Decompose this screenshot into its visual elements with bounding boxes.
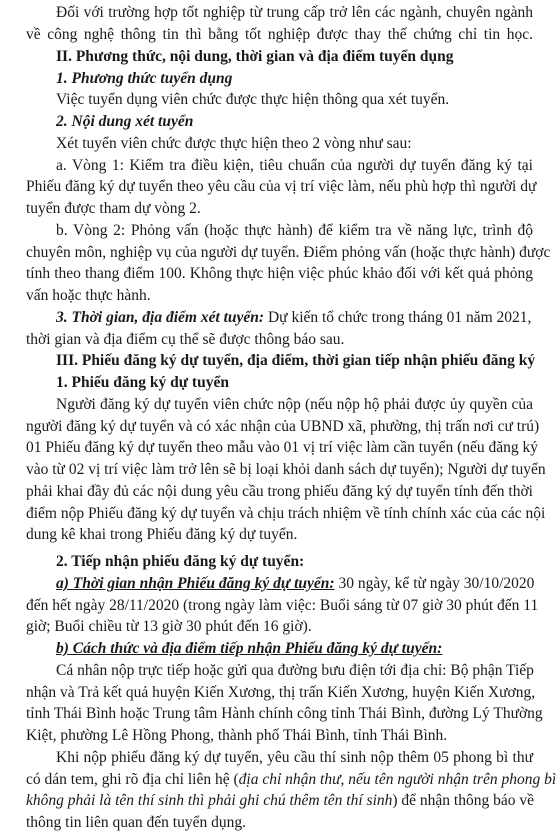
subsection-heading: 2. Tiếp nhận phiếu đăng ký dự tuyển: — [56, 553, 305, 571]
subsection-heading: 1. Phiếu đăng ký dự tuyển — [56, 374, 229, 392]
paragraph-line: nhận và Trả kết quả huyện Kiến Xương, thị trấn Kiến Xương, huyện Kiến Xương, — [26, 683, 536, 701]
subsection-heading: 1. Phương thức tuyển dụng — [56, 69, 233, 87]
inline-text: thông tin liên quan đến tuyển dụng. — [26, 814, 246, 831]
paragraph-line: vào từ 02 vị trí việc làm trở lên sẽ bị loại khỏi danh sách dự tuyển); Người dự tuyển — [26, 461, 546, 479]
paragraph-line — [26, 770, 557, 790]
paragraph-line: Người đăng ký dự tuyển viên chức nộp (nếu nộp hộ phải được ủy quyền của — [56, 395, 533, 413]
inline-text: Dự kiến tổ chức trong tháng 01 năm 2021, — [264, 308, 532, 326]
paragraph-line: Xét tuyển viên chức được thực hiện theo 2 vòng như sau: — [56, 134, 412, 152]
paragraph-line: thời gian và địa điểm cụ thể sẽ được thông báo sau. — [26, 330, 345, 348]
paragraph-line: Kiệt, phường Lê Hồng Phong, thành phố Thái Bình, tỉnh Thái Bình. — [26, 727, 448, 744]
inline-text: không phải là tên thí sinh thì phải ghi chú thêm tên thí sinh — [26, 792, 393, 810]
paragraph-line: phải khai đầy đủ các nội dung yêu cầu trong phiếu đăng ký dự tuyển tính đến thời — [26, 482, 533, 500]
inline-text: có dán tem, ghi rõ địa chỉ liên hệ ( — [26, 770, 239, 788]
paragraph-line: Khi nộp phiếu đăng ký dự tuyển, yêu cầu thí sinh nộp thêm 05 phong bì thư — [56, 748, 533, 766]
inline-heading: 3. Thời gian, địa điểm xét tuyển: — [56, 308, 265, 326]
section-heading: III. Phiếu đăng ký dự tuyển, địa điểm, thời gian tiếp nhận phiếu đăng ký — [56, 352, 536, 370]
paragraph-line: Phiếu đăng ký dự tuyển theo yêu cầu của vị trí việc làm, nếu phù hợp thì người dự — [26, 178, 537, 196]
paragraph-line: đến hết ngày 28/11/2020 (trong ngày làm việc: Buổi sáng từ 07 giờ 30 phút đến 11 — [26, 596, 539, 614]
paragraph-line: b. Vòng 2: Phỏng vấn (hoặc thực hành) để kiểm tra về năng lực, trình độ — [56, 221, 533, 239]
paragraph-line: tỉnh Thái Bình hoặc Trung tâm Hành chính công tỉnh Thái Bình, đường Lý Thường — [26, 705, 543, 723]
paragraph-line: a. Vòng 1: Kiểm tra điều kiện, tiêu chuẩn của người dự tuyển đăng ký tại — [56, 157, 533, 175]
paragraph-line: dung kê khai trong Phiếu đăng ký dự tuyển. — [26, 526, 298, 544]
paragraph-line: Việc tuyển dụng viên chức được thực hiện thông qua xét tuyển. — [56, 91, 450, 109]
paragraph-line: tính theo thang điểm 100. Không thực hiện việc phúc khảo đối với kết quả phỏng — [26, 265, 533, 283]
paragraph-line — [26, 813, 533, 833]
paragraph-line: giờ; Buổi chiều từ 13 giờ 30 phút đến 16 giờ). — [26, 618, 312, 636]
paragraph-line: 01 Phiếu đăng ký dự tuyển theo mẫu vào 01 vị trí việc làm cần tuyển (nếu đăng ký — [26, 439, 539, 457]
paragraph-line — [56, 308, 533, 328]
inline-text: địa chỉ nhận thư, nếu tên người nhận trên phong bì — [238, 770, 557, 788]
paragraph-line: người đăng ký dự tuyển và có xác nhận của UBND xã, phường, thị trấn nơi cư trú) — [26, 417, 540, 435]
paragraph-line: về công nghệ thông tin thì bằng tốt nghiệp được thay thế chứng chỉ tin học. — [26, 26, 533, 44]
paragraph-line — [56, 574, 533, 594]
paragraph-line: tuyển được tham dự vòng 2. — [26, 200, 201, 218]
subsection-heading: b) Cách thức và địa điểm tiếp nhận Phiếu đăng ký dự tuyển: — [56, 640, 443, 658]
paragraph-line — [26, 791, 533, 811]
inline-heading: a) Thời gian nhận Phiếu đăng ký dự tuyển: — [56, 574, 335, 592]
inline-text: 30 ngày, kể từ ngày 30/10/2020 — [334, 574, 535, 592]
subsection-heading: 2. Nội dung xét tuyển — [56, 113, 194, 131]
section-heading: II. Phương thức, nội dung, thời gian và địa điểm tuyển dụng — [56, 47, 454, 65]
inline-text: ) để nhận thông báo về — [392, 792, 535, 810]
paragraph-line: chuyên môn, nghiệp vụ của người dự tuyển. Điểm phỏng vấn (hoặc thực hành) được — [26, 243, 551, 261]
paragraph-line: Đối với trường hợp tốt nghiệp từ trung cấp trở lên các ngành, chuyên ngành — [56, 4, 533, 22]
paragraph-line: Cá nhân nộp trực tiếp hoặc gửi qua đường bưu điện tới địa chỉ: Bộ phận Tiếp — [56, 661, 534, 679]
paragraph-line: điểm nộp Phiếu đăng ký dự tuyển và chịu trách nhiệm về tính chính xác của các nội — [26, 504, 546, 522]
paragraph-line: vấn hoặc thực hành. — [26, 287, 151, 305]
